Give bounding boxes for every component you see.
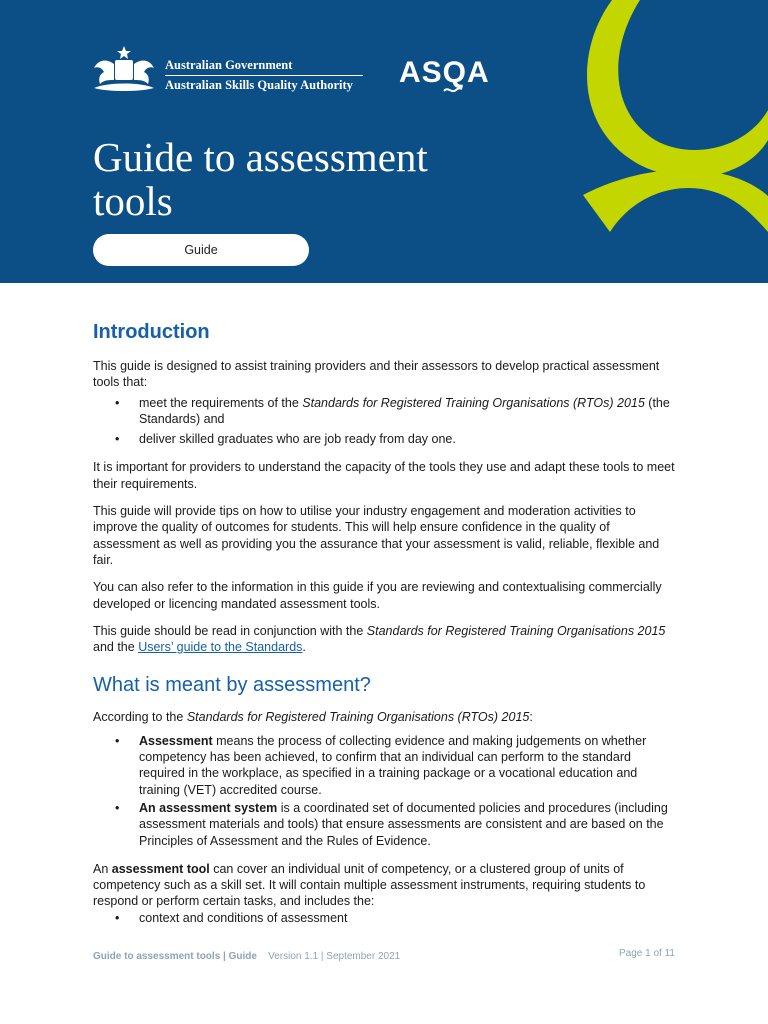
tool-components-list — [93, 910, 675, 926]
definition-list — [93, 733, 675, 849]
list-item: • meet the requirements of the Standards for Registered Training Organisations (RTOs) 2015 (the Standards) and — [93, 395, 675, 428]
intro-paragraph-3: This guide will provide tips on how to utilise your industry engagement and moderation activities to improve the quality of outcomes for students. This will help ensure confidence in the quality of assessment as well as providing you the assurance that your assessment is valid, reliable, flexible and fair. — [93, 504, 660, 567]
page-number: Page 1 of 11 — [619, 948, 675, 959]
government-wordmark — [165, 57, 363, 94]
intro-paragraph-4: You can also refer to the information in this guide if you are reviewing and contextualising commercially developed or licencing mandated assessment tools. — [93, 580, 662, 611]
gov-line-2: Australian Skills Quality Authority — [165, 75, 363, 94]
asqa-logo — [399, 56, 490, 90]
footer-doc-info: Guide to assessment tools | Guide Version 1.1 | September 2021 — [93, 951, 401, 962]
footer-version: Version 1.1 | September 2021 — [268, 951, 401, 962]
intro-paragraph-2: It is important for providers to understand the capacity of the tools they use and adapt these tools to meet their requirements. — [93, 460, 675, 491]
asqa-wordmark: ASQA — [399, 56, 490, 89]
asqa-tilde-icon — [443, 86, 463, 94]
main-content — [93, 318, 675, 926]
introduction-heading: Introduction — [93, 321, 210, 343]
users-guide-link[interactable]: Users’ guide to the Standards — [138, 640, 303, 655]
list-item: • context and conditions of assessment — [93, 910, 675, 926]
coat-of-arms-icon — [88, 44, 160, 96]
header-banner — [0, 0, 768, 283]
list-item: • An assessment system is a coordinated set of documented policies and procedures (including assessment materials and tools) that ensure assessments are consistent and are based on the Principles of Assessment and the Rules of Evidence. — [93, 800, 675, 849]
list-item: • Assessment means the process of collecting evidence and making judgements on whether competency has been achieved, to confirm that an individual can perform to the standard required in the workplace, as specified in a training package or a vocational education and training (VET) accredited course. — [93, 733, 675, 798]
assessment-lead: According to the Standards for Registered Training Organisations (RTOs) 2015: — [93, 710, 533, 725]
intro-paragraph-1: This guide is designed to assist training providers and their assessors to develop practical assessment tools that: — [93, 359, 660, 390]
list-item: • deliver skilled graduates who are job ready from day one. — [93, 431, 675, 447]
intro-bullet-list — [93, 395, 675, 448]
document-type-badge: Guide — [93, 234, 309, 266]
assessment-tool-paragraph: An assessment tool can cover an individual unit of competency, or a clustered group of units of competency such as a skill set. It will contain multiple assessment instruments, requiring students to respond or perform certain tasks, and includes the: — [93, 861, 646, 909]
intro-paragraph-5: This guide should be read in conjunction with the Standards for Registered Training Organisations 2015 and the Users’ guide to the Standards. — [93, 623, 666, 655]
page-title: Guide to assessment tools — [93, 134, 428, 224]
assessment-heading: What is meant by assessment? — [93, 674, 371, 697]
gov-line-1: Australian Government — [165, 58, 293, 72]
